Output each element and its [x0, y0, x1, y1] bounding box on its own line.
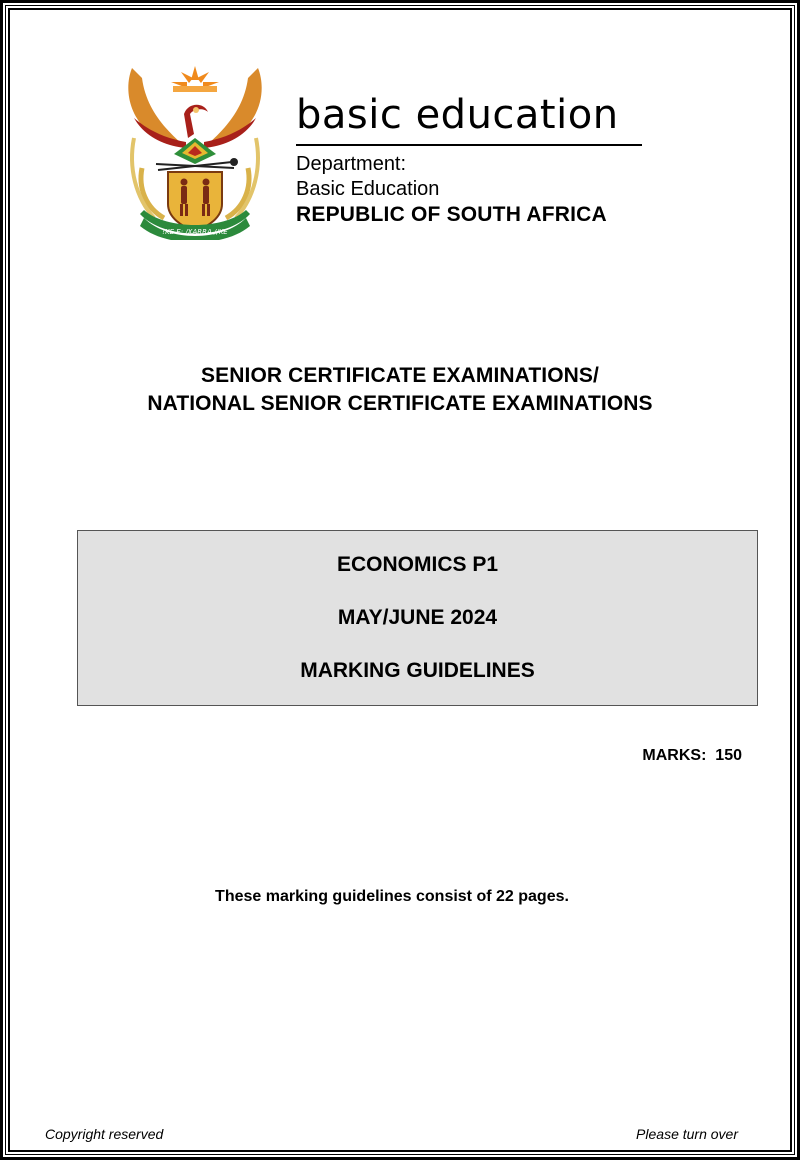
page-count-note: These marking guidelines consist of 22 pages.: [215, 888, 569, 905]
exam-heading-line-2: NATIONAL SENIOR CERTIFICATE EXAMINATIONS: [147, 392, 653, 415]
department-logo: [296, 92, 646, 227]
title-box: [77, 530, 758, 706]
logo-department-name: Basic Education: [296, 178, 440, 200]
exam-session: MAY/JUNE 2024: [337, 606, 498, 629]
logo-department-label: Department:: [296, 153, 407, 175]
coat-of-arms-icon: [124, 58, 266, 240]
logo-divider: [296, 144, 642, 146]
total-marks-text: MARKS: 150: [642, 747, 742, 764]
logo-country: REPUBLIC OF SOUTH AFRICA: [296, 203, 607, 226]
svg-text:!KE E: /XARRA //KE: !KE E: /XARRA //KE: [162, 228, 228, 236]
exam-heading-line-1: SENIOR CERTIFICATE EXAMINATIONS/: [201, 364, 599, 387]
footer-turn-over: Please turn over: [636, 1126, 738, 1142]
total-marks: [642, 747, 742, 765]
logo-title: basic education: [296, 92, 619, 138]
exam-heading: [0, 362, 800, 418]
subject-title: ECONOMICS P1: [336, 553, 499, 576]
footer-copyright: Copyright reserved: [45, 1126, 164, 1142]
document-type: MARKING GUIDELINES: [300, 659, 535, 682]
